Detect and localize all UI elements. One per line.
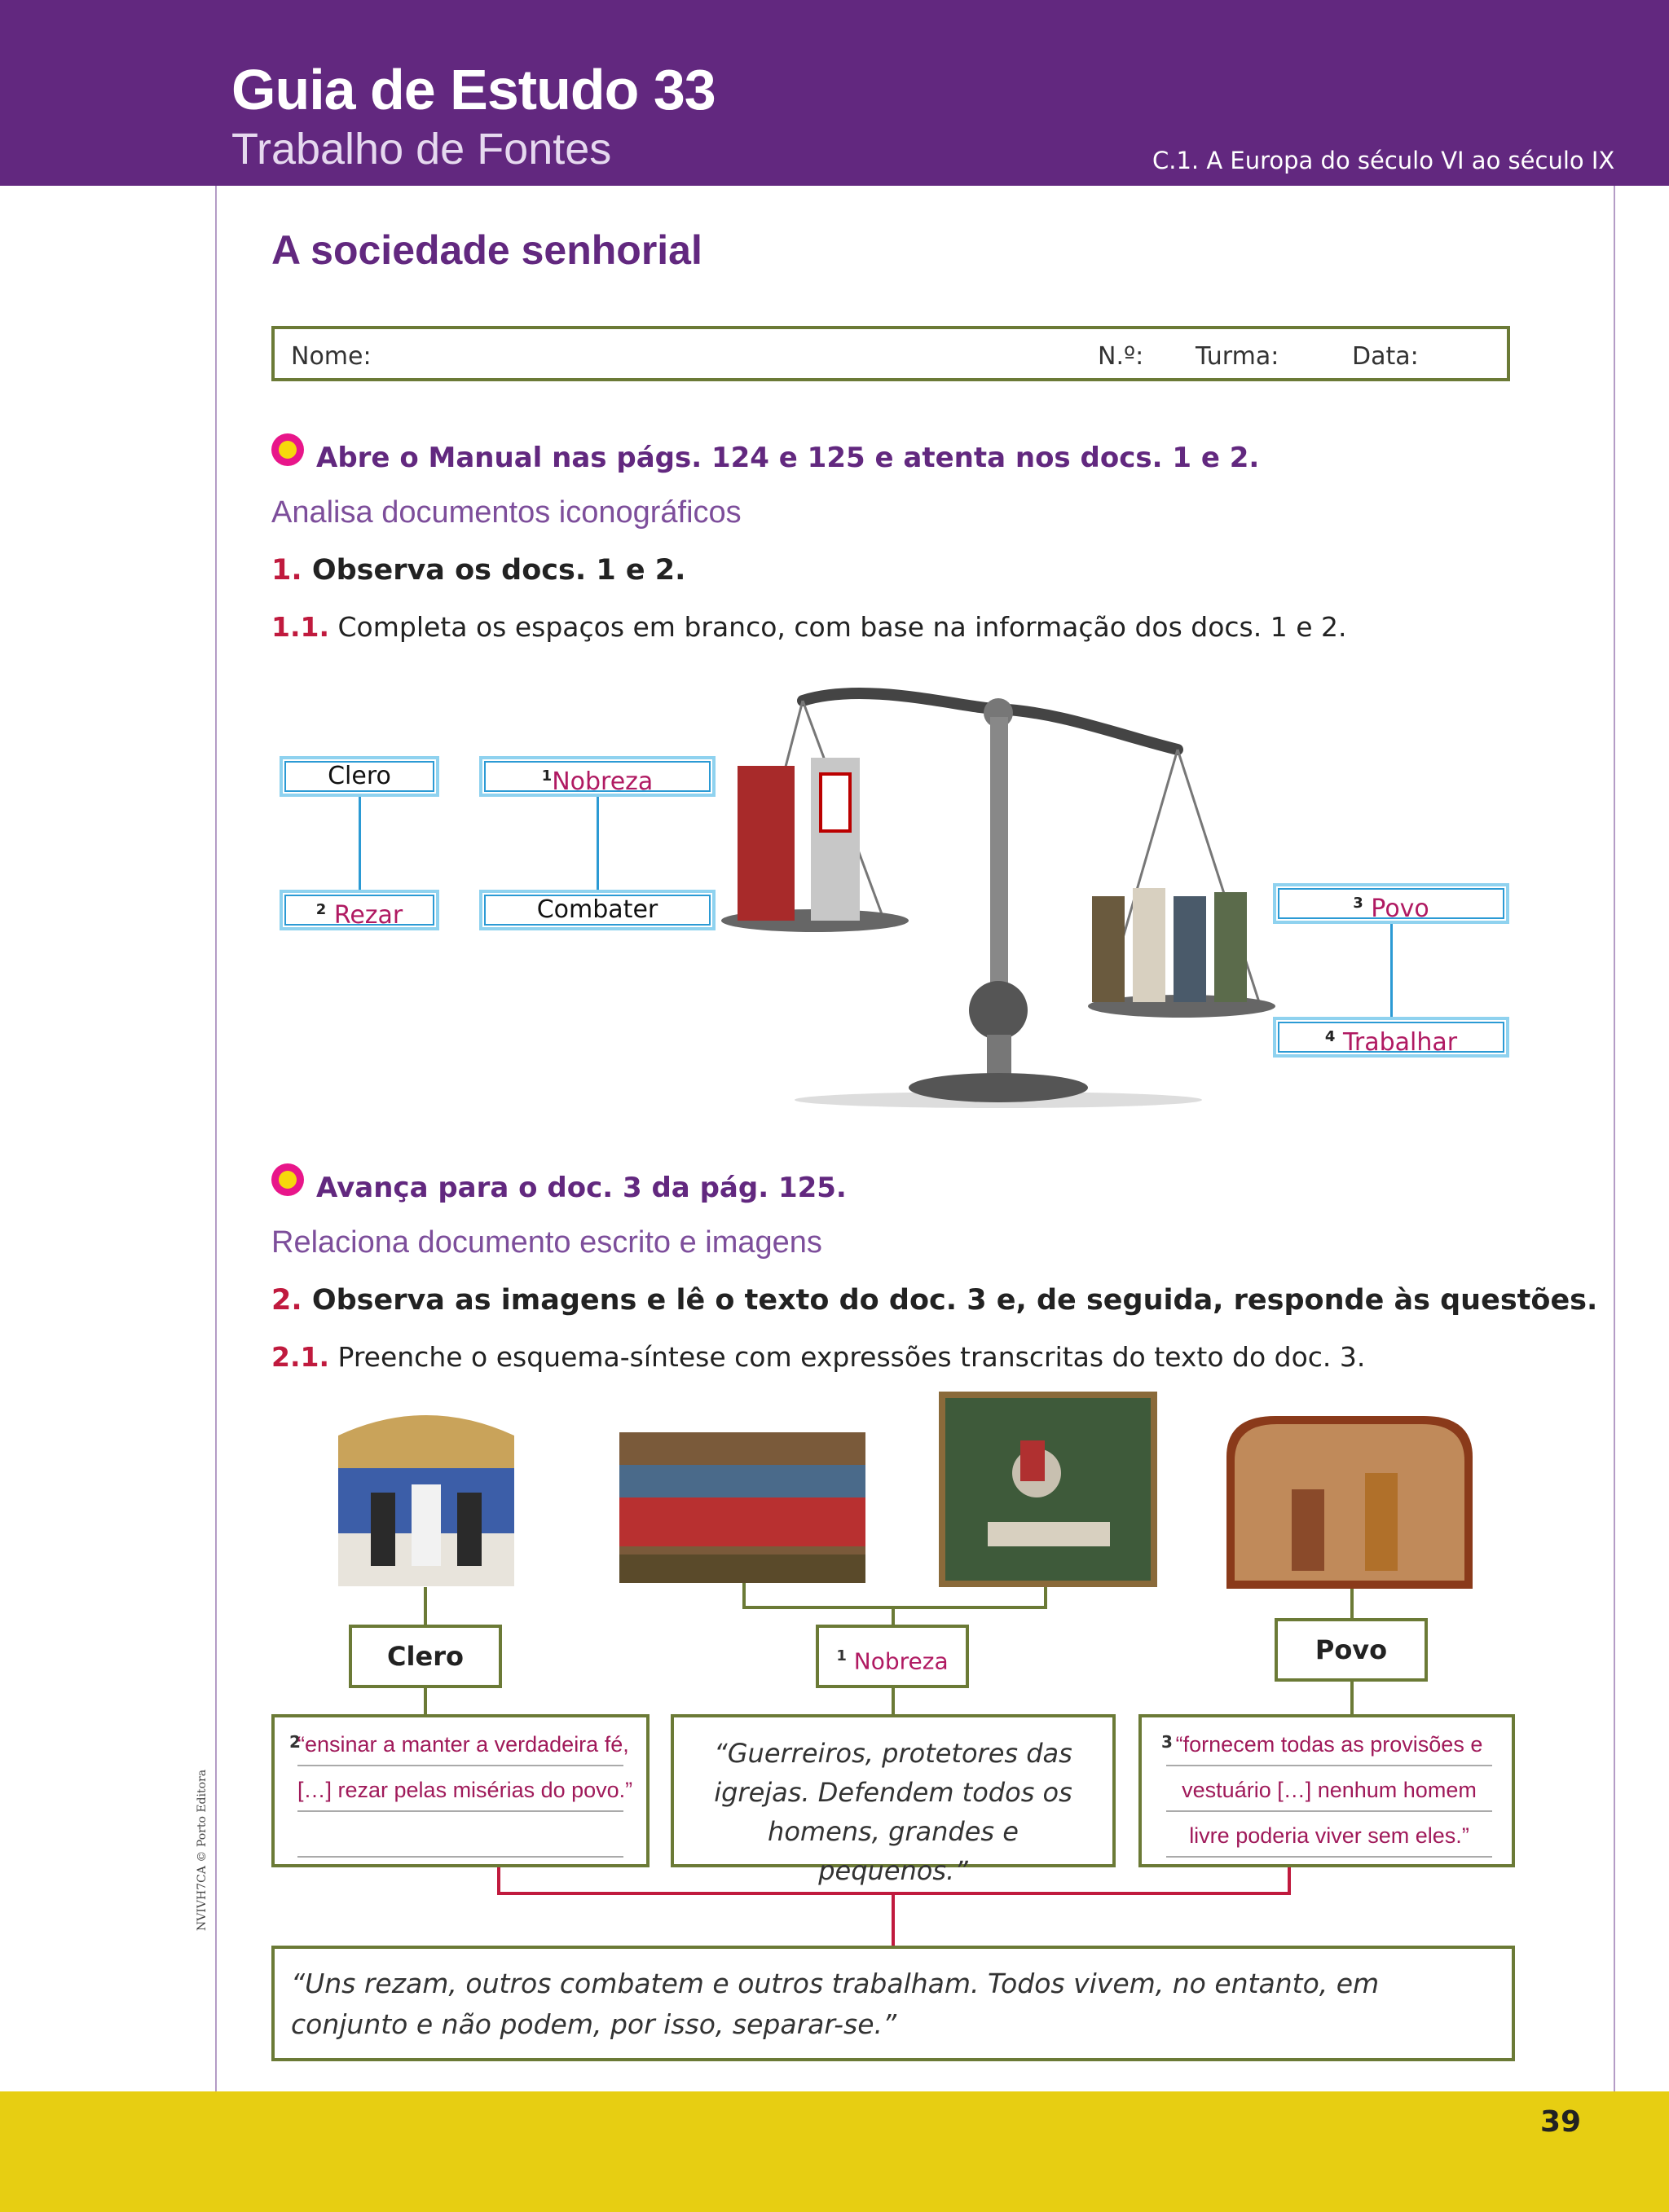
- instruction-2: Avança para o doc. 3 da pág. 125.: [316, 1172, 847, 1204]
- question-1-1: 1.1. Completa os espaços em branco, com base na informação dos docs. 1 e 2.: [271, 611, 1347, 643]
- peasants-illustration: [1226, 1416, 1473, 1589]
- connector: [424, 1587, 427, 1626]
- student-info-box[interactable]: [271, 326, 1510, 381]
- clero-answer-line-3[interactable]: [297, 1815, 623, 1858]
- chapter-reference: C.1. A Europa do século VI ao século IX: [1152, 147, 1615, 174]
- box-trabalhar[interactable]: $^4$ Trabalhar: [1273, 1017, 1509, 1058]
- povo-answer-line-2[interactable]: vestuário […] nenhum homem: [1166, 1770, 1492, 1812]
- page-number: 39: [1540, 2105, 1582, 2139]
- connector-clero: [359, 797, 361, 890]
- number-field-label: N.º:: [1098, 342, 1144, 371]
- box-combater: Combater: [479, 890, 716, 930]
- povo-answer-box[interactable]: 3 “fornecem todas as provisões e vestuário […] nenhum homem livre poderia viver sem eles.”: [1138, 1714, 1515, 1867]
- date-field-label: Data:: [1352, 342, 1419, 371]
- guide-subtitle: Trabalho de Fontes: [231, 125, 612, 174]
- target-bullet-icon: [271, 1163, 304, 1196]
- instruction-1: Abre o Manual nas págs. 124 e 125 e atenta nos docs. 1 e 2.: [316, 442, 1260, 474]
- povo-answer-line-1[interactable]: “fornecem todas as provisões e: [1166, 1724, 1492, 1766]
- balance-scale-illustration: [721, 676, 1284, 1116]
- left-margin-line: [215, 186, 217, 2091]
- clero-answer-box[interactable]: 2 “ensinar a manter a verdadeira fé, […] rezar pelas misérias do povo.”: [271, 1714, 650, 1867]
- question-1: 1. Observa os docs. 1 e 2.: [271, 554, 686, 587]
- connector: [892, 1688, 895, 1716]
- connector: [424, 1688, 427, 1716]
- nobreza-quote-box: [671, 1714, 1116, 1886]
- box-clero: Clero: [280, 756, 439, 797]
- page-footer: [0, 2091, 1669, 2212]
- connector-nobreza: [597, 797, 599, 890]
- connector: [497, 1867, 500, 1895]
- conclusion-quote: “Uns rezam, outros combatem e outros trabalham. Todos vivem, no entanto, em conjunto e não podem, por isso, separar-se.”: [291, 1968, 1380, 2040]
- connector: [892, 1606, 895, 1625]
- nobility-battle-illustration: [619, 1416, 865, 1583]
- box-rezar[interactable]: $^2$ Rezar: [280, 890, 439, 930]
- nobreza-quote: “Guerreiros, protetores das igrejas. Defendem todos os homens, grandes e pequenos.”: [714, 1738, 1072, 1886]
- name-field-label: Nome:: [291, 342, 372, 371]
- subhead-1: Analisa documentos iconográficos: [271, 495, 742, 530]
- connector-povo: [1390, 924, 1393, 1017]
- connector: [1350, 1589, 1354, 1620]
- box-nobreza[interactable]: $^1$Nobreza: [479, 756, 716, 797]
- clero-answer-line-1[interactable]: “ensinar a manter a verdadeira fé,: [297, 1724, 623, 1766]
- subhead-2: Relaciona documento escrito e imagens: [271, 1225, 822, 1260]
- class-field-label: Turma:: [1196, 342, 1279, 371]
- question-2: 2. Observa as imagens e lê o texto do doc. 3 e, de seguida, responde às questões.: [271, 1284, 1598, 1317]
- clero-answer-line-2[interactable]: […] rezar pelas misérias do povo.”: [297, 1770, 623, 1812]
- conclusion-box: [271, 1946, 1515, 2061]
- povo-answer-line-3[interactable]: livre poderia viver sem eles.”: [1166, 1815, 1492, 1858]
- nobility-hunt-illustration: [939, 1392, 1157, 1587]
- question-2-1: 2.1. Preenche o esquema-síntese com expressões transcritas do texto do doc. 3.: [271, 1341, 1366, 1373]
- box-povo[interactable]: $^3$ Povo: [1273, 883, 1509, 924]
- label-clero: Clero: [349, 1625, 502, 1688]
- page-header: [0, 0, 1669, 186]
- target-bullet-icon: [271, 433, 304, 466]
- side-credit: NVIVH7CA © Porto Editora: [196, 1769, 209, 1931]
- label-nobreza[interactable]: $^1$ Nobreza: [816, 1625, 969, 1688]
- section-title: A sociedade senhorial: [271, 227, 702, 273]
- connector: [742, 1606, 1047, 1609]
- clergy-illustration: [314, 1403, 539, 1586]
- guide-title: Guia de Estudo 33: [231, 58, 716, 121]
- connector: [1350, 1682, 1354, 1716]
- connector: [892, 1892, 895, 1946]
- connector: [1288, 1867, 1291, 1895]
- label-povo: Povo: [1275, 1618, 1428, 1682]
- right-margin-line: [1614, 186, 1615, 2091]
